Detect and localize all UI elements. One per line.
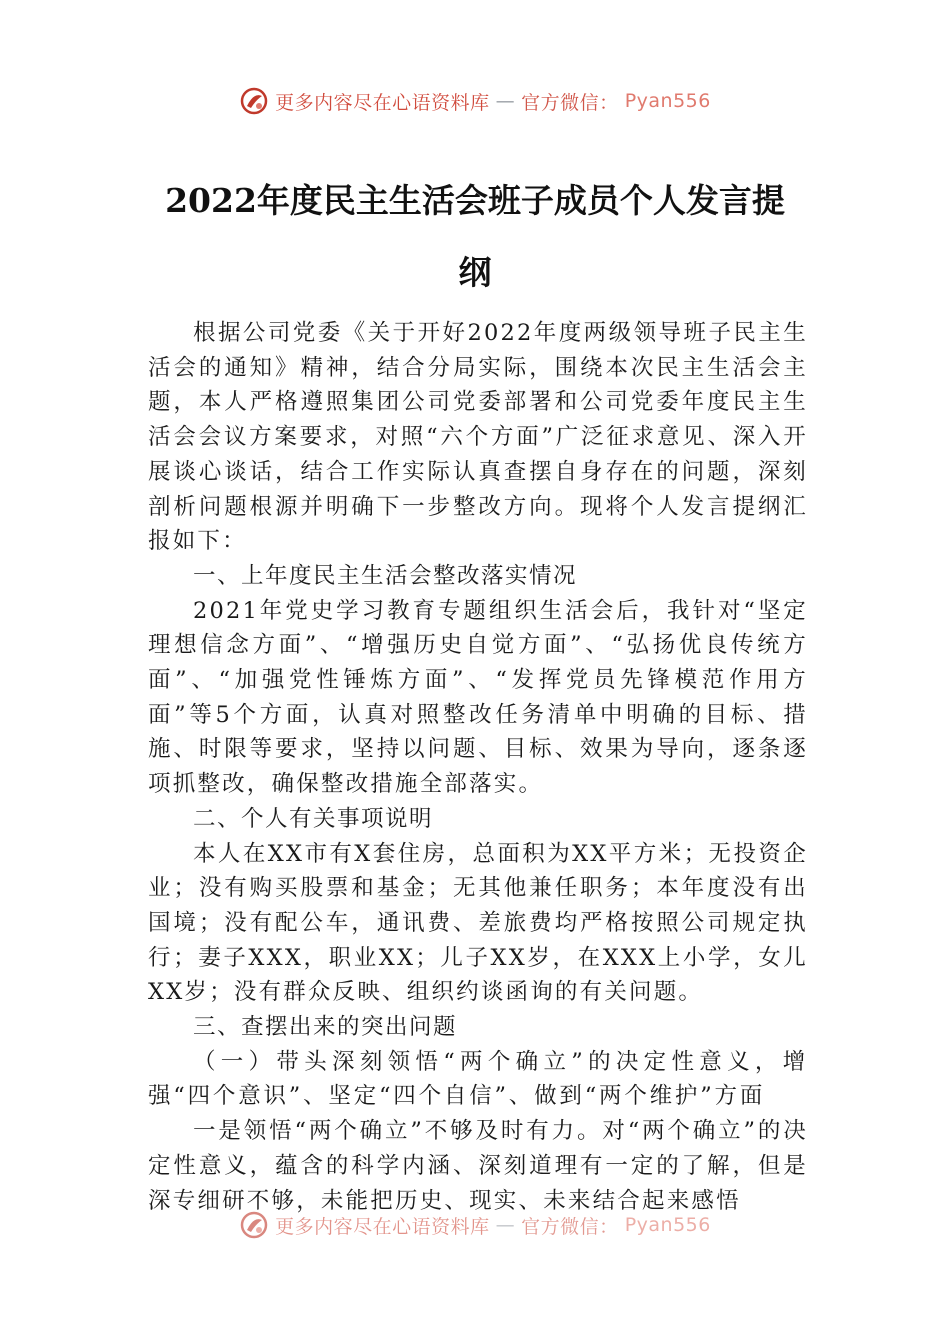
document-body [148,316,808,1218]
section-heading-3: 三、查摆出来的突出问题 [193,1014,458,1041]
watermark-site-text: 更多内容尽在心语资料库 [275,1215,490,1238]
header-watermark [0,86,950,116]
watermark-separator: — [495,1214,516,1236]
watermark-logo-icon [239,1210,269,1240]
subsection-1-paragraph: 一是领悟“两个确立”不够及时有力。对“两个确立”的决定性意义，蕴含的科学内涵、深刻道理有一定的了解，但是深专细研不够，未能把历史、现实、未来结合起来感悟 [148,1118,808,1214]
section-2-paragraph: 本人在XX市有X套住房，总面积为XX平方米；无投资企业；没有购买股票和基金；无其他兼任职务；本年度没有出国境；没有配公车，通讯费、差旅费均严格按照公司规定执行；妻子XXX，职业XX；儿子XX岁，在XXX上小学，女儿XX岁；没有群众反映、组织约谈函询的有关问题。 [148,840,808,1006]
watermark-wechat-label: 官方微信： [521,91,619,114]
watermark-separator: — [495,90,516,112]
watermark-logo-icon [239,86,269,116]
section-heading-1: 一、上年度民主生活会整改落实情况 [193,562,578,589]
watermark-wechat-label: 官方微信： [521,1215,619,1238]
document-title: 2022年度民主生活会班子成员个人发言提纲 [165,181,785,292]
watermark-wechat-id: Pyan556 [624,90,711,112]
watermark-site-text: 更多内容尽在心语资料库 [275,91,490,114]
watermark-wechat-id: Pyan556 [624,1214,711,1236]
subsection-heading-1: （一）带头深刻领悟“两个确立”的决定性意义，增强“四个意识”、坚定“四个自信”、做到“两个维护”方面 [148,1048,808,1110]
section-1-paragraph: 2021年党史学习教育专题组织生活会后，我针对“坚定理想信念方面”、“增强历史自觉方面”、“弘扬优良传统方面”、“加强党性锤炼方面”、“发挥党员先锋模范作用方面”等5个方面，认真对照整改任务清单中明确的目标、措施、时限等要求，坚持以问题、目标、效果为导向，逐条逐项抓整改，确保整改措施全部落实。 [148,597,808,798]
footer-watermark [0,1210,950,1240]
intro-paragraph: 根据公司党委《关于开好2022年度两级领导班子民主生活会的通知》精神，结合分局实际，围绕本次民主生活会主题，本人严格遵照集团公司党委部署和公司党委年度民主生活会会议方案要求，对照“六个方面”广泛征求意见、深入开展谈心谈话，结合工作实际认真查摆自身存在的问题，深刻剖析问题根源并明确下一步整改方向。现将个人发言提纲汇报如下： [148,320,808,555]
section-heading-2: 二、个人有关事项说明 [193,805,434,832]
